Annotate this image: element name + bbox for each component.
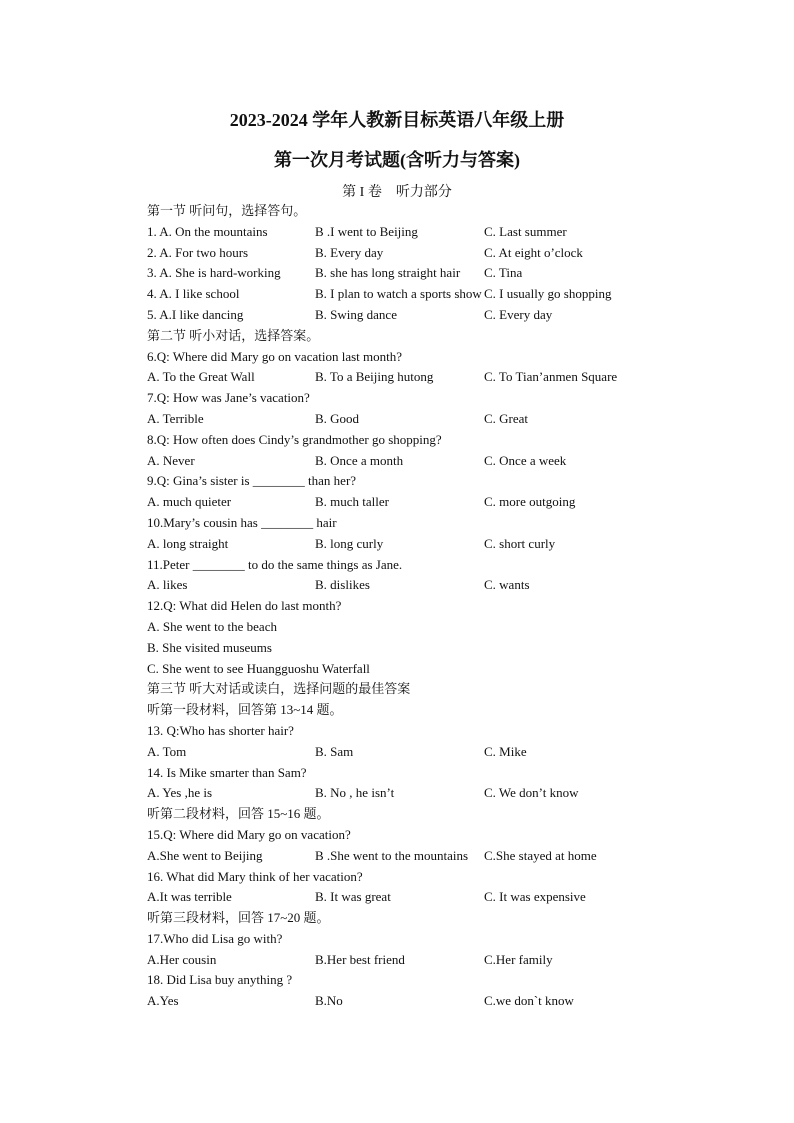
text-line: 听第一段材料，回答第 13~14 题。 <box>147 702 343 718</box>
option-b: B.Her best friend <box>315 951 405 967</box>
option-c: C. Great <box>484 410 529 426</box>
option-a: A.Yes <box>147 993 179 1009</box>
question-options-row <box>147 846 707 867</box>
text-line: C. She went to see Huangguoshu Waterfall <box>147 660 370 676</box>
option-b: B.No <box>315 993 343 1009</box>
question-options-row <box>147 284 707 305</box>
option-b: B. I plan to watch a sports show <box>315 286 482 302</box>
option-c: C. Last summer <box>484 223 567 239</box>
option-a: A. likes <box>147 577 188 593</box>
text-line: 14. Is Mike smarter than Sam? <box>147 764 307 780</box>
option-a: A. Yes ,he is <box>147 785 213 801</box>
exam-body <box>147 201 707 1012</box>
option-b: B. Swing dance <box>315 306 397 322</box>
option-c: C. It was expensive <box>484 889 586 905</box>
option-a: 1. A. On the mountains <box>147 223 268 239</box>
option-a: A. Never <box>147 452 195 468</box>
question-options-row <box>147 367 707 388</box>
question-options-row <box>147 409 707 430</box>
option-c: C. wants <box>484 577 530 593</box>
question-options-row <box>147 783 707 804</box>
option-a: 4. A. I like school <box>147 286 240 302</box>
question-options-row <box>147 305 707 326</box>
option-c: C. To Tian’anmen Square <box>484 369 618 385</box>
text-line: 听第二段材料，回答 15~16 题。 <box>147 806 330 822</box>
option-b: B. long curly <box>315 535 384 551</box>
text-line: 第一节 听问句，选择答句。 <box>147 203 307 218</box>
exam-title: 2023-2024 学年人教新目标英语八年级上册 <box>229 110 565 130</box>
text-line: 18. Did Lisa buy anything ? <box>147 972 293 988</box>
option-a: A. Terrible <box>147 410 204 426</box>
option-b: B. Once a month <box>315 452 404 468</box>
question-options-row <box>147 950 707 971</box>
exam-subtitle: 第一次月考试题(含听力与答案) <box>274 150 520 170</box>
option-c: C. Mike <box>484 743 527 759</box>
option-b: B. Sam <box>315 743 354 759</box>
question-options-row <box>147 263 707 284</box>
text-line: 听第三段材料，回答 17~20 题。 <box>147 910 330 926</box>
option-b: B .She went to the mountains <box>315 847 469 863</box>
text-line: 9.Q: Gina’s sister is ________ than her? <box>147 473 357 489</box>
question-options-row <box>147 492 707 513</box>
text-line: A. She went to the beach <box>147 618 277 634</box>
text-line: 第三节 听大对话或读白，选择问题的最佳答案 <box>147 681 411 697</box>
option-c: C. Every day <box>484 306 553 322</box>
option-a: A. long straight <box>147 535 229 551</box>
option-b: B. No , he isn’t <box>315 785 395 801</box>
text-line: 6.Q: Where did Mary go on vacation last month? <box>147 348 403 364</box>
part-heading: 第 I 卷 听力部分 <box>342 185 452 200</box>
option-c: C. more outgoing <box>484 494 576 510</box>
question-options-row <box>147 575 707 596</box>
text-line: 7.Q: How was Jane’s vacation? <box>147 390 310 406</box>
option-c: C. Once a week <box>484 452 567 468</box>
question-options-row <box>147 887 707 908</box>
option-a: A.It was terrible <box>147 889 232 905</box>
option-b: B. much taller <box>315 494 390 510</box>
question-options-row <box>147 534 707 555</box>
text-line: 10.Mary’s cousin has ________ hair <box>147 514 337 530</box>
option-b: B. Good <box>315 410 360 426</box>
option-c: C.we don`t know <box>484 993 574 1009</box>
option-a: A.She went to Beijing <box>147 847 263 863</box>
text-line: 17.Who did Lisa go with? <box>147 930 283 946</box>
option-a: 2. A. For two hours <box>147 244 249 260</box>
question-options-row <box>147 451 707 472</box>
option-a: 3. A. She is hard-working <box>147 265 281 281</box>
option-b: B. Every day <box>315 244 384 260</box>
text-line: B. She visited museums <box>147 639 272 655</box>
question-options-row <box>147 742 707 763</box>
option-b: B. dislikes <box>315 577 370 593</box>
option-a: A.Her cousin <box>147 951 217 967</box>
question-options-row <box>147 991 707 1012</box>
option-a: A. To the Great Wall <box>147 369 255 385</box>
option-a: A. Tom <box>147 743 187 759</box>
text-line: 13. Q:Who has shorter hair? <box>147 722 294 738</box>
option-a: 5. A.I like dancing <box>147 306 244 322</box>
question-options-row <box>147 222 707 243</box>
option-c: C.She stayed at home <box>484 847 597 863</box>
text-line: 12.Q: What did Helen do last month? <box>147 598 342 614</box>
question-options-row <box>147 243 707 264</box>
option-b: B. It was great <box>315 889 391 905</box>
option-c: C. Tina <box>484 265 523 281</box>
option-a: A. much quieter <box>147 494 232 510</box>
option-b: B. To a Beijing hutong <box>315 369 434 385</box>
option-c: C. At eight o’clock <box>484 244 583 260</box>
option-b: B. she has long straight hair <box>315 265 461 281</box>
text-line: 11.Peter ________ to do the same things as Jane. <box>147 556 403 572</box>
text-line: 16. What did Mary think of her vacation? <box>147 868 363 884</box>
option-c: C.Her family <box>484 951 553 967</box>
option-b: B .I went to Beijing <box>315 223 418 239</box>
text-line: 8.Q: How often does Cindy’s grandmother go shopping? <box>147 431 442 447</box>
text-line: 15.Q: Where did Mary go on vacation? <box>147 826 351 842</box>
option-c: C. short curly <box>484 535 556 551</box>
text-line: 第二节 听小对话，选择答案。 <box>147 327 320 343</box>
option-c: C. We don’t know <box>484 785 579 801</box>
option-c: C. I usually go shopping <box>484 286 612 302</box>
